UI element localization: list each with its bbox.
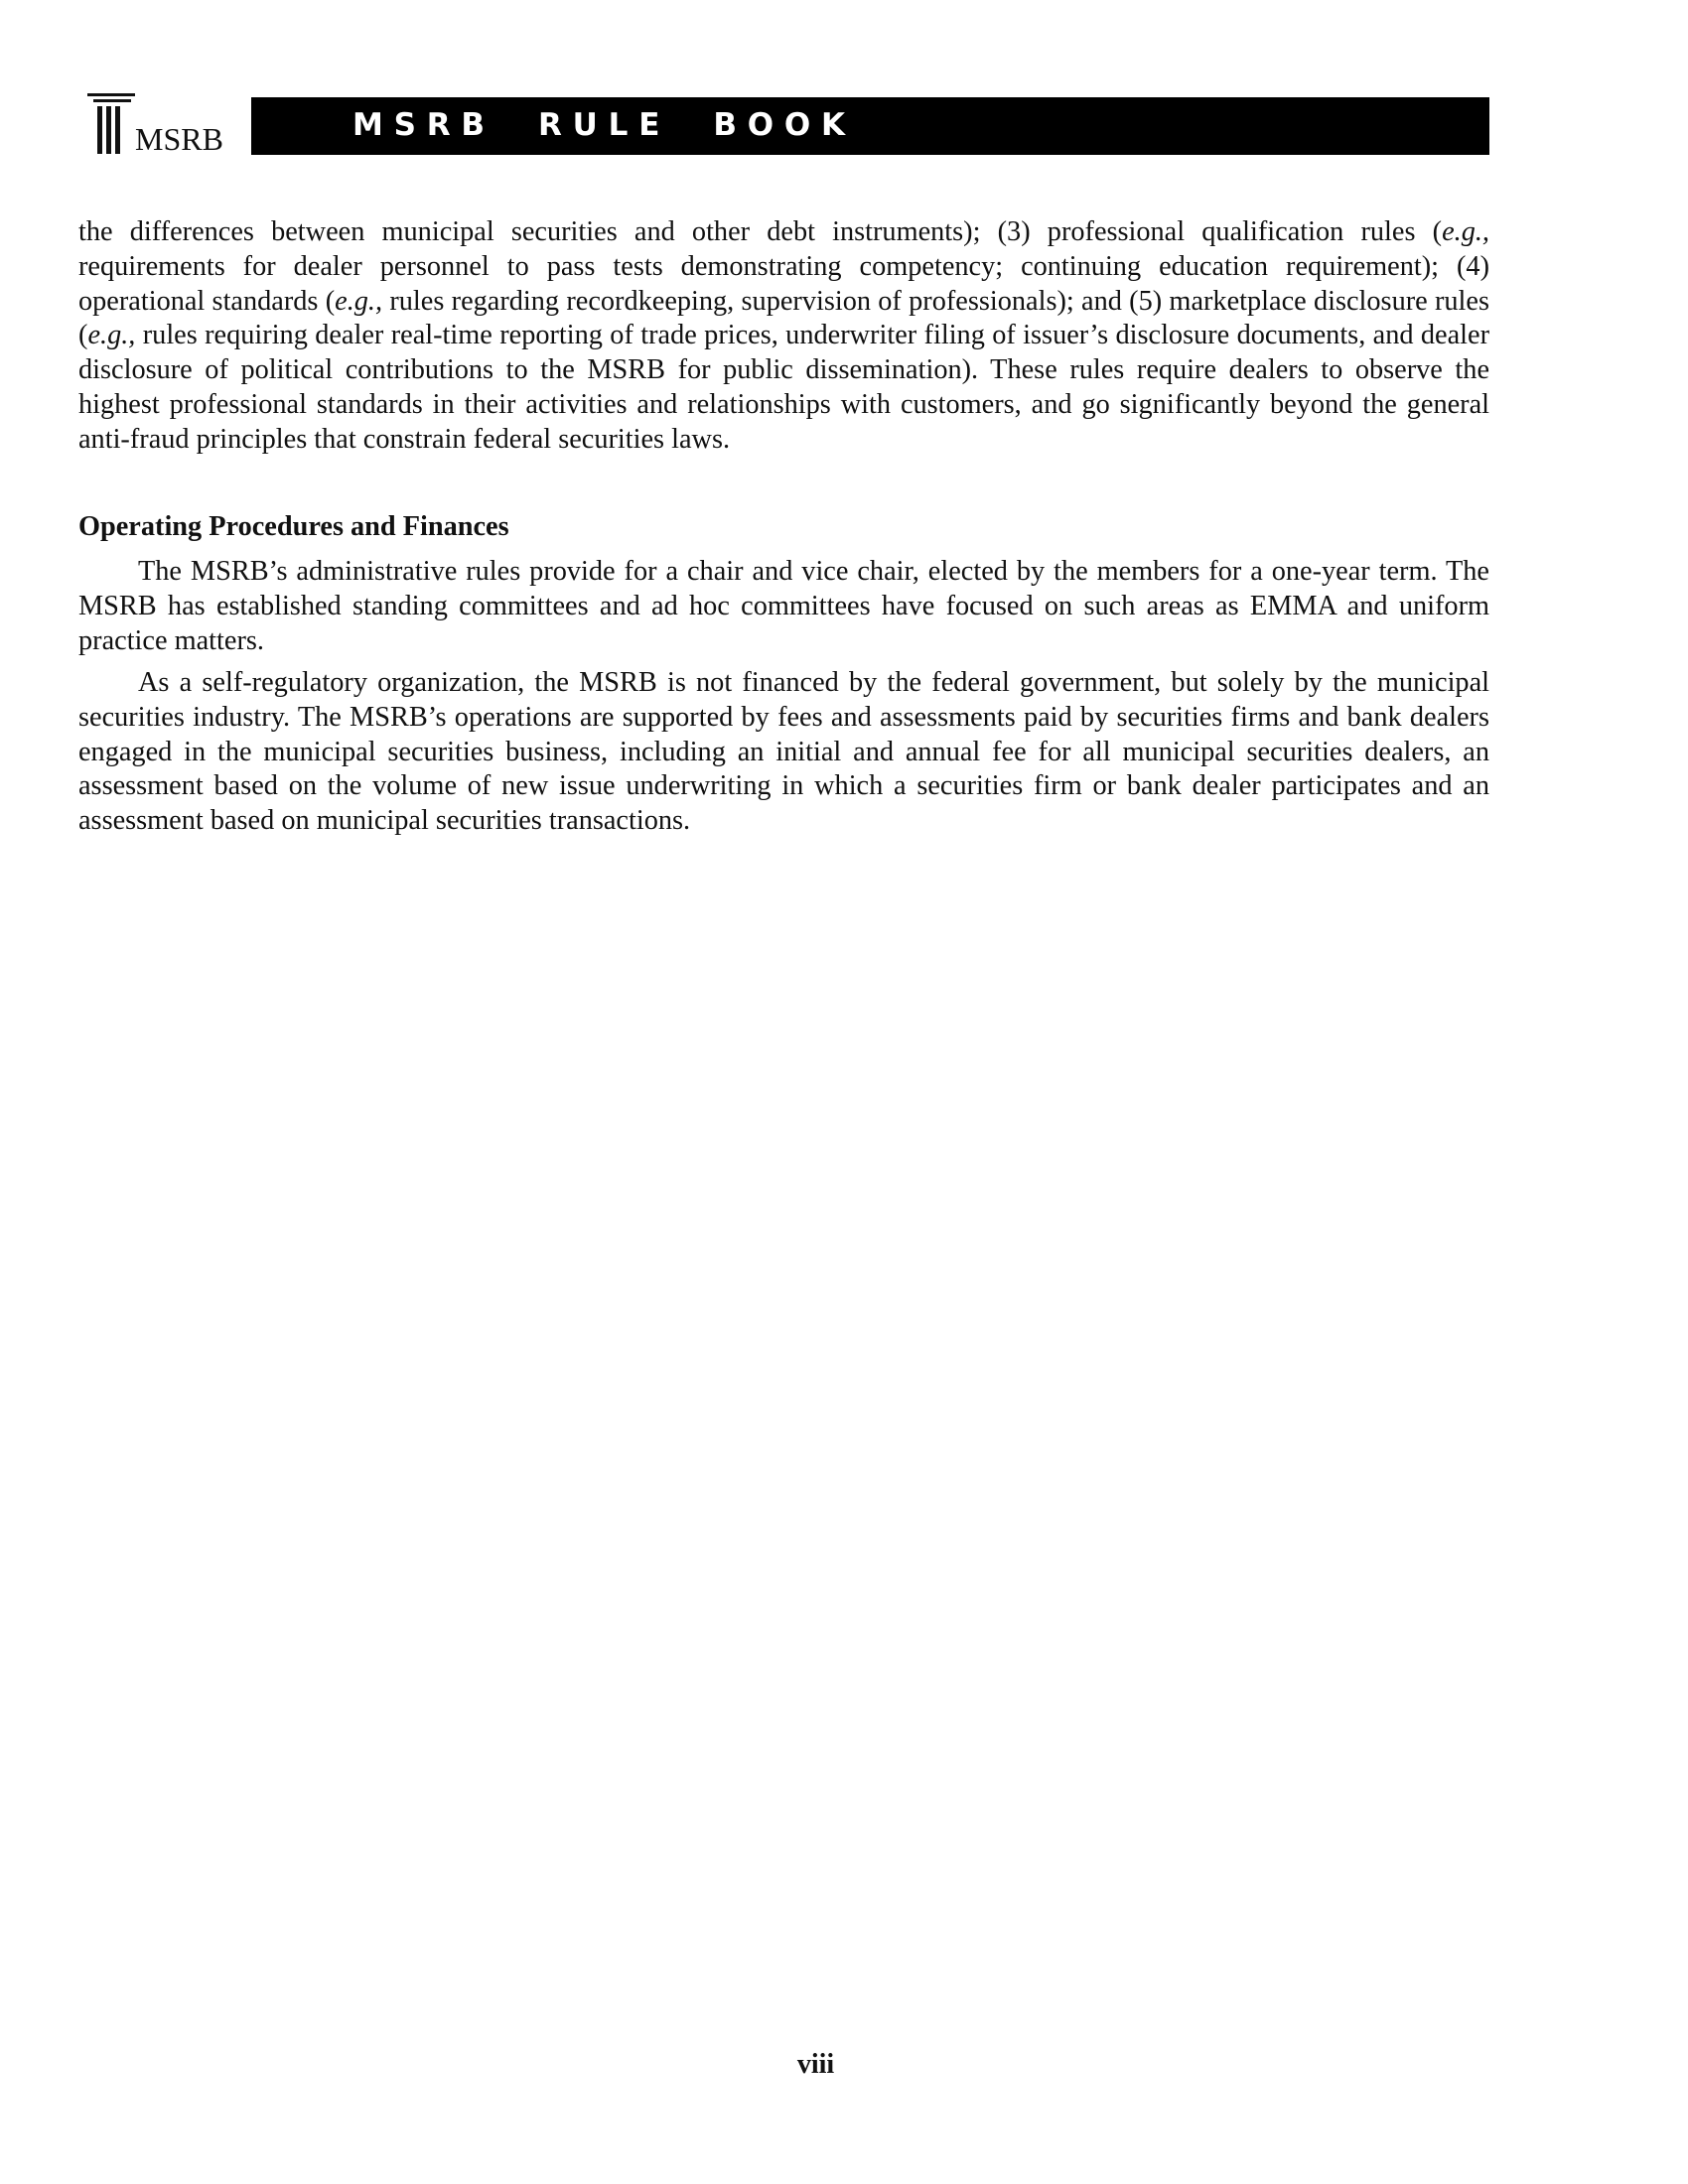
logo-text: MSRB bbox=[135, 121, 223, 157]
paragraph-1-text-2: requirements for dealer personnel to pass tests demonstrating competency; continuing education requirement); (4) operational standards ( bbox=[78, 250, 1489, 317]
paragraph-1-text-3: rules regarding recordkeeping, supervision of professionals); and (5) marketplace disclosure rules ( bbox=[78, 285, 1489, 351]
paragraph-2: The MSRB’s administrative rules provide for a chair and vice chair, elected by the members for a one-year term. The MSRB has established standing committees and ad hoc committees have focused on such areas as EMMA and uniform practice matters. bbox=[78, 556, 1489, 656]
paragraph-1-text-1: the differences between municipal securities and other debt instruments); (3) professional qualification rules ( bbox=[78, 216, 1443, 247]
msrb-logo bbox=[85, 93, 234, 157]
page-number: viii bbox=[796, 2049, 835, 2080]
paragraph-3: As a self-regulatory organization, the MSRB is not financed by the federal government, but solely by the municipal securities industry. The MSRB’s operations are supported by fees and assessments paid by securities firms and bank dealers engaged in the municipal securities business, including an initial and annual fee for all municipal securities dealers, an assessment based on the volume of new issue underwriting in which a securities firm or bank dealer participates and an assessment based on municipal securities transactions. bbox=[78, 667, 1489, 837]
paragraph-1-text-4: rules requiring dealer real-time reporting of trade prices, underwriter filing of issuer’s disclosure documents, and dealer disclosure of political contributions to the MSRB for public dissemination). These rules require dealers to observe the highest professional standards in their activities and relationships with customers, and go significantly beyond the general anti-fraud principles that constrain federal securities laws. bbox=[78, 320, 1489, 455]
eg-abbrev: e.g., bbox=[87, 320, 136, 351]
eg-abbrev: e.g., bbox=[1442, 216, 1489, 247]
pillar-icon bbox=[85, 93, 141, 157]
paragraph-1 bbox=[78, 215, 1489, 458]
eg-abbrev: e.g., bbox=[335, 285, 383, 317]
header-title: M S R B R U L E B O O K bbox=[352, 107, 846, 143]
section-heading: Operating Procedures and Finances bbox=[78, 511, 509, 542]
